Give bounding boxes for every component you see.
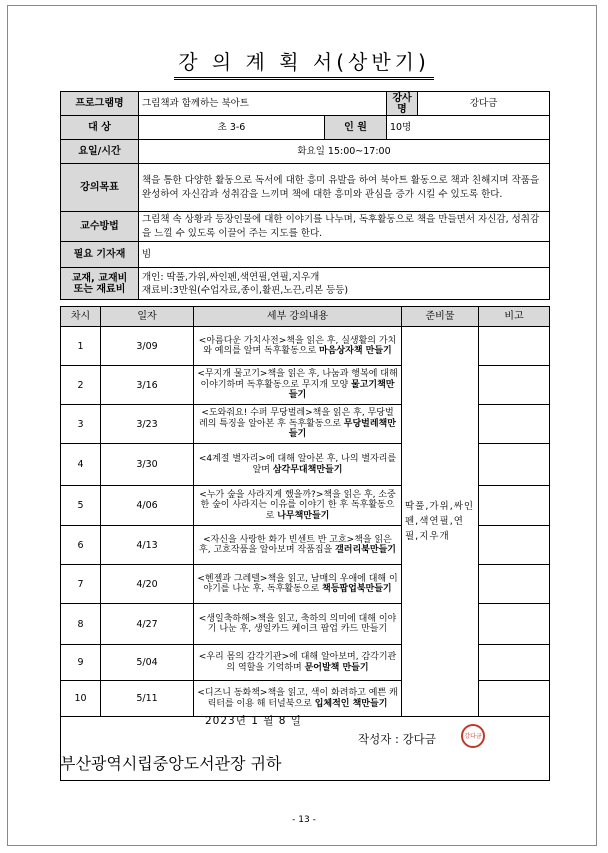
goal-label: 강의목표	[61, 164, 139, 212]
session-note	[479, 645, 550, 681]
session-note	[479, 405, 550, 444]
target-label: 대 상	[61, 116, 139, 140]
title-container	[0, 46, 608, 80]
session-date: 5/04	[101, 645, 194, 681]
session-content-text: <디즈니 동화책>책을 읽고, 색이 화려하고 예쁜 캐릭터를 이용 해 터널북으로	[197, 688, 398, 709]
method-label: 교수방법	[61, 212, 139, 242]
session-activity: 무당벌레책만들기	[288, 418, 396, 440]
session-date: 3/23	[101, 405, 194, 444]
session-number: 2	[61, 366, 101, 405]
session-activity: 갤러리북만들기	[335, 545, 396, 555]
recipient: 부산광역시립중앙도서관장 귀하	[60, 754, 282, 773]
program-label: 프로그램명	[61, 92, 139, 116]
session-date: 3/16	[101, 366, 194, 405]
document-date: 2023년 1 월 8 일	[205, 715, 302, 727]
session-content	[194, 681, 402, 717]
session-note	[479, 604, 550, 645]
session-activity: 물고기책만들기	[288, 379, 395, 401]
prep-materials: 딱풀,가위,싸인펜,색연필,연필,지우개	[402, 327, 479, 717]
materials-label	[61, 268, 139, 300]
session-number: 10	[61, 681, 101, 717]
document-title: 강 의 계 획 서(상반기)	[174, 46, 434, 80]
author: 작성자 : 강다금	[358, 732, 436, 746]
page-number: - 13 -	[292, 815, 316, 825]
session-number: 7	[61, 565, 101, 604]
info-table	[60, 91, 550, 300]
session-number: 1	[61, 327, 101, 366]
session-content-text: <4계절 별자리>에 대해 알아본 후, 나의 별자리를 알며	[198, 454, 397, 475]
header-note: 비고	[479, 307, 550, 327]
equipment-label: 필요 기자재	[61, 242, 139, 268]
goal-value: 책을 통한 다양한 활동으로 독서에 대한 흥미 유발을 하여 북아트 활동으로 책과 친해지며 작품을 완성하여 자신감과 성취감을 느끼며 책에 대한 흥미와 관심을 증가 시킬 수 있도록 한다.	[139, 164, 550, 212]
session-date: 5/11	[101, 681, 194, 717]
target-value: 초 3-6	[139, 116, 325, 140]
session-content	[194, 444, 402, 486]
session-date: 3/09	[101, 327, 194, 366]
schedule-value: 화요일 15:00~17:00	[139, 140, 550, 164]
session-content	[194, 526, 402, 565]
seal-stamp: 강다금	[461, 724, 485, 748]
session-content	[194, 327, 402, 366]
header-prep: 준비물	[402, 307, 479, 327]
method-value: 그림책 속 상황과 등장인물에 대한 이야기를 나누며, 독후활동으로 책을 만들면서 자신감, 성취감을 느낄 수 있도록 이끌어 주는 지도를 한다.	[139, 212, 550, 242]
session-content	[194, 486, 402, 526]
session-activity: 삼각무대책만들기	[272, 464, 343, 475]
session-content-text: <누가 숲을 사라지게 했을까?>책을 읽은 후, 소중한 숲이 사라지는 이유를 이야기 한 후 독후활동으로	[199, 489, 396, 521]
materials-value	[139, 268, 550, 300]
session-content-text: <자신을 사랑한 화가 빈센트 반 고흐>책을 읽은 후, 고흐작품을 알아보며 작품집을	[199, 534, 392, 555]
equipment-value: 빔	[139, 242, 550, 268]
session-content-text: <아름다운 가치사전>책을 읽은 후, 실생활의 가치와 예의를 알며 독후활동으로	[198, 335, 397, 356]
session-note	[479, 366, 550, 405]
schedule-row	[61, 327, 550, 366]
header-content: 세부 강의내용	[194, 307, 402, 327]
session-date: 4/13	[101, 526, 194, 565]
session-note	[479, 526, 550, 565]
session-content	[194, 405, 402, 444]
materials-line1: 개인: 딱풀,가위,싸인펜,색연필,연필,지우개	[142, 271, 320, 283]
session-activity: 마음상자책 만들기	[319, 346, 392, 356]
session-activity: 책등팝업북만들기	[322, 584, 392, 594]
session-date: 3/30	[101, 444, 194, 486]
capacity-value: 10명	[387, 116, 550, 140]
schedule-header-row	[61, 307, 550, 327]
session-number: 5	[61, 486, 101, 526]
session-content	[194, 565, 402, 604]
header-date: 일자	[101, 307, 194, 327]
session-content-text: <무지개 물고기>책을 읽은 후, 나눔과 행복에 대해 이야기하며 독후활동으로 무지개 모양	[197, 369, 398, 390]
schedule-table	[60, 306, 550, 781]
capacity-label: 인 원	[325, 116, 387, 140]
session-activity: 입체적인 책만들기	[314, 698, 388, 709]
header-session: 차시	[61, 307, 101, 327]
session-note	[479, 681, 550, 717]
session-note	[479, 327, 550, 366]
session-content-text: <도와줘요! 수퍼 무당벌레>책을 읽은 후, 무당벌레의 특징을 알아본 후 독후활동으로	[199, 408, 394, 429]
session-content	[194, 366, 402, 405]
session-number: 3	[61, 405, 101, 444]
session-note	[479, 486, 550, 526]
materials-label-line2: 또는 재료비	[73, 283, 126, 295]
session-content-text: <우리 몸의 감각기관>에 대해 알아보며, 감각기관의 역할을 기억하며	[198, 652, 397, 673]
session-number: 4	[61, 444, 101, 486]
session-note	[479, 444, 550, 486]
session-date: 4/27	[101, 604, 194, 645]
program-value: 그림책과 함께하는 북아트	[139, 92, 387, 116]
session-number: 6	[61, 526, 101, 565]
session-date: 4/20	[101, 565, 194, 604]
session-date: 4/06	[101, 486, 194, 526]
session-content-text: <헨젤과 그레텔>책을 읽고, 남매의 우애에 대해 이야기를 나눈 후, 독후활동으로	[197, 573, 398, 594]
session-content-text: <생일축하해>책을 읽고, 축하의 의미에 대해 이야기 나눈 후, 생일카드 케이크 팝업 카드 만들기	[198, 613, 397, 634]
session-activity: 문어발책 만들기	[304, 662, 369, 673]
instructor-value: 강다금	[418, 92, 550, 116]
schedule-label: 요일/시간	[61, 140, 139, 164]
session-activity: 나무책만들기	[277, 510, 330, 521]
session-content	[194, 604, 402, 645]
session-content	[194, 645, 402, 681]
materials-label-line1: 교재, 교재비	[71, 272, 128, 284]
materials-line2: 재료비:3만원(수업자료,종이,활핀,노끈,리본 등등)	[142, 284, 349, 296]
session-note	[479, 565, 550, 604]
instructor-label: 강사명	[387, 92, 418, 116]
session-number: 8	[61, 604, 101, 645]
session-number: 9	[61, 645, 101, 681]
